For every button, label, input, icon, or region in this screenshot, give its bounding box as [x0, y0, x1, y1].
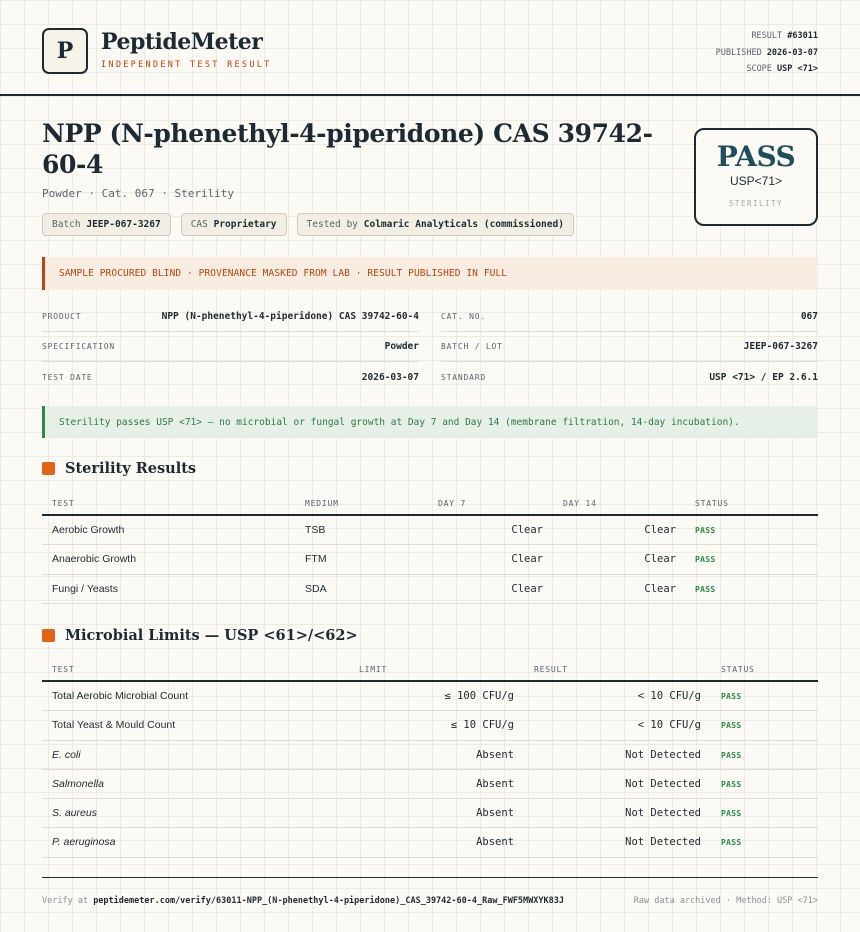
result-meta [716, 28, 818, 78]
result-id-line: RESULT #63011 [751, 31, 818, 41]
info-row-specification: SPECIFICATION Powder [42, 332, 419, 362]
scope-line: SCOPE USP <71> [746, 64, 818, 74]
table-row: S. aureus Absent Not Detected PASS [42, 799, 818, 828]
sterility-summary-notice: Sterility passes USP <71> — no microbial or fungal growth at Day 7 and Day 14 (membrane filtration, 14-day incubation). [42, 406, 818, 438]
chip-row [42, 213, 574, 236]
microbial-table-header: TEST LIMIT RESULT STATUS [42, 658, 818, 682]
table-row: Total Aerobic Microbial Count ≤ 100 CFU/g < 10 CFU/g PASS [42, 682, 818, 711]
table-row: Aerobic Growth TSB Clear Clear PASS [42, 516, 818, 545]
table-row: Total Yeast & Mould Count ≤ 10 CFU/g < 10 CFU/g PASS [42, 711, 818, 740]
info-grid-right [441, 302, 818, 392]
status-badge: PASS [695, 584, 716, 594]
status-badge: PASS [695, 526, 716, 535]
tested-by-chip: Tested by Colmaric Analyticals (commissioned) [297, 213, 574, 236]
status-badge: PASS [721, 750, 742, 760]
logo-letter: P [56, 38, 74, 64]
status-badge: PASS [721, 692, 742, 701]
table-row: P. aeruginosa Absent Not Detected PASS [42, 828, 818, 857]
status-badge: PASS [721, 838, 742, 848]
microbial-table [42, 658, 818, 858]
page-subtitle: Powder · Cat. 067 · Sterility [42, 187, 235, 200]
scope-value: USP <71> [777, 64, 818, 74]
result-id: #63011 [787, 31, 818, 41]
sterility-section-title: Sterility Results [65, 460, 197, 477]
status-badge: PASS [721, 809, 742, 819]
brand-logo[interactable] [42, 28, 88, 74]
info-row-batch: BATCH / LOT JEEP-067-3267 [441, 332, 818, 362]
table-row: Salmonella Absent Not Detected PASS [42, 770, 818, 799]
verify-line: Verify at peptidemeter.com/verify/63011-NPP_(N-phenethyl-4-piperidone)_CAS_39742-60-4_Raw_FWF5MWXYK83J [42, 896, 564, 906]
report-header [0, 0, 860, 96]
section-marker-icon [42, 629, 55, 642]
verify-link[interactable]: peptidemeter.com/verify/63011-NPP_(N-phenethyl-4-piperidone)_CAS_39742-60-4_Raw_FWF5MWXYK83J [93, 896, 564, 906]
info-row-standard: STANDARD USP <71> / EP 2.6.1 [441, 371, 818, 383]
published-date: 2026-03-07 [766, 47, 818, 58]
info-row-cat-no: CAT. NO. 067 [441, 302, 818, 332]
status-badge: PASS [695, 555, 716, 565]
microbial-section-header [42, 627, 358, 644]
report-footer [42, 877, 818, 906]
cas-chip: CAS Proprietary [181, 213, 287, 236]
verdict-label: STERILITY [728, 199, 784, 208]
brand-name[interactable]: PeptideMeter [101, 29, 263, 55]
table-row: Fungi / Yeasts SDA Clear Clear PASS [42, 575, 818, 604]
brand-tagline: INDEPENDENT TEST RESULT [101, 60, 272, 70]
status-badge: PASS [721, 721, 742, 731]
verdict-word: PASS [716, 140, 796, 173]
microbial-section-title: Microbial Limits — USP <61>/<62> [65, 627, 358, 644]
published-line: PUBLISHED 2026-03-07 [715, 47, 818, 58]
info-row-test-date: TEST DATE 2026-03-07 [42, 371, 419, 383]
info-grid-left [42, 302, 419, 392]
sterility-section-header [42, 460, 196, 477]
verdict-badge [694, 128, 818, 226]
page-title: NPP (N-phenethyl-4-piperidone) CAS 39742-60-4 [42, 119, 653, 179]
batch-chip: Batch JEEP-067-3267 [42, 213, 171, 236]
info-row-product: PRODUCT NPP (N-phenethyl-4-piperidone) CAS 39742-60-4 [42, 302, 419, 332]
blind-procurement-notice: SAMPLE PROCURED BLIND · PROVENANCE MASKED FROM LAB · RESULT PUBLISHED IN FULL [42, 257, 818, 290]
table-row: Anaerobic Growth FTM Clear Clear PASS [42, 545, 818, 574]
sterility-table [42, 492, 818, 604]
table-row: E. coli Absent Not Detected PASS [42, 741, 818, 770]
status-badge: PASS [721, 779, 742, 789]
sterility-table-header: TEST MEDIUM DAY 7 DAY 14 STATUS [42, 492, 818, 516]
verdict-spec: USP<71> [729, 174, 783, 188]
footer-note: Raw data archived · Method: USP <71> [633, 896, 818, 906]
section-marker-icon [42, 462, 55, 475]
